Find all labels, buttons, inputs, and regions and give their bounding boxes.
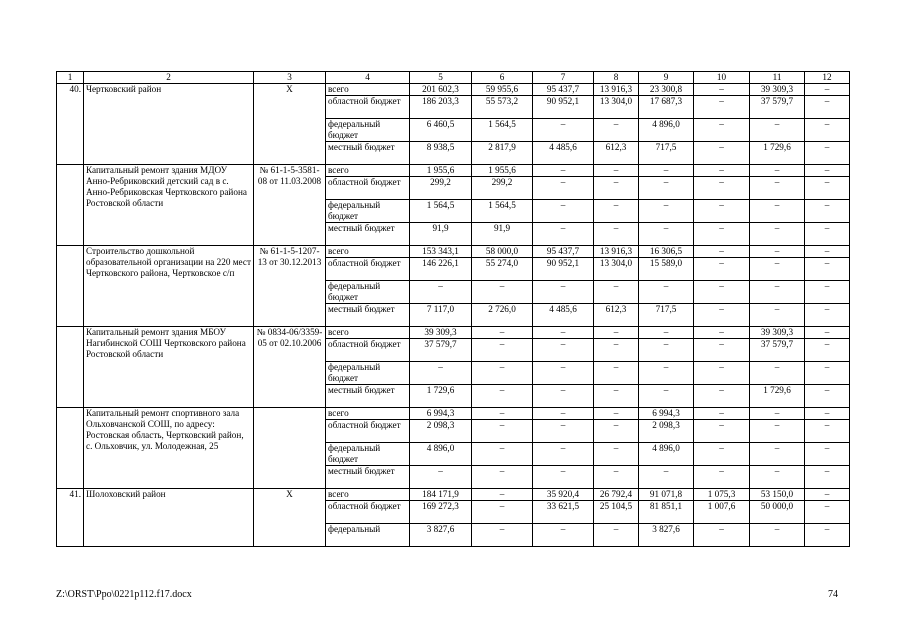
funding-source: областной бюджет [326, 177, 410, 200]
document-ref [254, 408, 326, 489]
value-cell: – [694, 281, 750, 304]
value-cell: – [805, 304, 850, 327]
value-cell: – [472, 501, 533, 524]
value-cell: – [639, 466, 694, 489]
value-cell: 37 579,7 [750, 339, 805, 362]
value-cell: – [472, 339, 533, 362]
document-ref: № 0834-06/3359-05 от 02.10.2006 [254, 327, 326, 408]
value-cell: – [805, 489, 850, 501]
value-cell: 95 437,7 [533, 246, 594, 258]
value-cell: – [805, 223, 850, 246]
table-row [57, 165, 850, 177]
value-cell: – [694, 420, 750, 443]
value-cell: – [694, 362, 750, 385]
value-cell: – [750, 119, 805, 142]
value-cell: – [639, 327, 694, 339]
funding-source: всего [326, 489, 410, 501]
header-cell: 7 [533, 72, 594, 84]
value-cell: 1 729,6 [750, 385, 805, 408]
value-cell: 90 952,1 [533, 96, 594, 119]
value-cell: 169 272,3 [410, 501, 472, 524]
funding-source: федеральный бюджет [326, 281, 410, 304]
value-cell: 1 564,5 [472, 200, 533, 223]
funding-source: местный бюджет [326, 466, 410, 489]
value-cell: – [639, 165, 694, 177]
value-cell: – [639, 385, 694, 408]
table-row [57, 489, 850, 501]
value-cell: – [533, 281, 594, 304]
value-cell: 1 075,3 [694, 489, 750, 501]
header-cell: 10 [694, 72, 750, 84]
value-cell: – [750, 466, 805, 489]
value-cell: – [805, 408, 850, 420]
value-cell: 39 309,3 [750, 327, 805, 339]
value-cell: 55 573,2 [472, 96, 533, 119]
value-cell: – [639, 362, 694, 385]
value-cell: – [694, 466, 750, 489]
funding-source: федеральный бюджет [326, 443, 410, 466]
value-cell: – [472, 327, 533, 339]
value-cell: – [750, 258, 805, 281]
value-cell: 1 729,6 [410, 385, 472, 408]
value-cell: – [750, 177, 805, 200]
value-cell: 7 117,0 [410, 304, 472, 327]
value-cell: – [805, 524, 850, 547]
value-cell: – [750, 420, 805, 443]
value-cell: – [594, 281, 639, 304]
document-ref: Х [254, 489, 326, 547]
value-cell: 95 437,7 [533, 84, 594, 96]
table-body [57, 72, 850, 547]
value-cell: – [639, 281, 694, 304]
document-ref: № 61-1-5-1207-13 от 30.12.2013 [254, 246, 326, 327]
budget-table [56, 71, 850, 547]
value-cell: – [594, 408, 639, 420]
value-cell: – [805, 339, 850, 362]
value-cell: 153 343,1 [410, 246, 472, 258]
value-cell: – [750, 246, 805, 258]
value-cell: 1 955,6 [472, 165, 533, 177]
value-cell: 16 306,5 [639, 246, 694, 258]
row-number [57, 408, 84, 489]
value-cell: 4 896,0 [639, 119, 694, 142]
funding-source: федеральный [326, 524, 410, 547]
value-cell: – [694, 408, 750, 420]
value-cell: – [694, 327, 750, 339]
value-cell: – [594, 223, 639, 246]
funding-source: местный бюджет [326, 223, 410, 246]
header-cell: 1 [57, 72, 84, 84]
value-cell: – [694, 223, 750, 246]
value-cell: – [750, 524, 805, 547]
header-cell: 12 [805, 72, 850, 84]
value-cell: 717,5 [639, 142, 694, 165]
value-cell: 50 000,0 [750, 501, 805, 524]
value-cell: 13 916,3 [594, 84, 639, 96]
value-cell: – [750, 408, 805, 420]
value-cell: – [750, 200, 805, 223]
value-cell: 58 000,0 [472, 246, 533, 258]
value-cell: – [805, 84, 850, 96]
value-cell: 8 938,5 [410, 142, 472, 165]
value-cell: – [533, 524, 594, 547]
value-cell: – [594, 339, 639, 362]
value-cell: – [694, 119, 750, 142]
value-cell: 2 098,3 [639, 420, 694, 443]
value-cell: 201 602,3 [410, 84, 472, 96]
value-cell: – [805, 177, 850, 200]
page-number: 74 [828, 589, 838, 600]
object-name: Капитальный ремонт здания МБОУ Нагибинской СОШ Чертковского района Ростовской области [84, 327, 254, 408]
value-cell: – [639, 177, 694, 200]
value-cell: – [694, 258, 750, 281]
value-cell: – [750, 165, 805, 177]
value-cell: – [805, 246, 850, 258]
value-cell: – [410, 466, 472, 489]
value-cell: 53 150,0 [750, 489, 805, 501]
value-cell: 2 817,9 [472, 142, 533, 165]
value-cell: 717,5 [639, 304, 694, 327]
value-cell: 4 485,6 [533, 142, 594, 165]
value-cell: – [533, 408, 594, 420]
value-cell: 13 916,3 [594, 246, 639, 258]
value-cell: 39 309,3 [750, 84, 805, 96]
funding-source: всего [326, 408, 410, 420]
value-cell: – [805, 443, 850, 466]
value-cell: 612,3 [594, 304, 639, 327]
header-cell: 5 [410, 72, 472, 84]
value-cell: – [594, 443, 639, 466]
value-cell: – [694, 246, 750, 258]
header-cell: 2 [84, 72, 254, 84]
funding-source: федеральный бюджет [326, 200, 410, 223]
value-cell: – [594, 327, 639, 339]
value-cell: – [410, 281, 472, 304]
value-cell: – [410, 362, 472, 385]
value-cell: 6 994,3 [410, 408, 472, 420]
funding-source: областной бюджет [326, 258, 410, 281]
document-ref: Х [254, 84, 326, 165]
value-cell: – [594, 177, 639, 200]
funding-source: областной бюджет [326, 420, 410, 443]
value-cell: – [694, 304, 750, 327]
value-cell: – [472, 362, 533, 385]
funding-source: всего [326, 165, 410, 177]
value-cell: – [639, 223, 694, 246]
value-cell: – [805, 501, 850, 524]
value-cell: 612,3 [594, 142, 639, 165]
header-cell: 4 [326, 72, 410, 84]
value-cell: – [533, 420, 594, 443]
funding-source: местный бюджет [326, 385, 410, 408]
funding-source: всего [326, 327, 410, 339]
value-cell: – [805, 420, 850, 443]
value-cell: – [594, 385, 639, 408]
table-row [57, 246, 850, 258]
value-cell: 1 955,6 [410, 165, 472, 177]
value-cell: 39 309,3 [410, 327, 472, 339]
value-cell: 6 460,5 [410, 119, 472, 142]
value-cell: – [472, 281, 533, 304]
header-cell: 8 [594, 72, 639, 84]
table-row [57, 327, 850, 339]
value-cell: – [694, 443, 750, 466]
row-number [57, 246, 84, 327]
value-cell: 2 726,0 [472, 304, 533, 327]
value-cell: 35 920,4 [533, 489, 594, 501]
value-cell: – [472, 420, 533, 443]
funding-source: местный бюджет [326, 142, 410, 165]
value-cell: – [594, 466, 639, 489]
value-cell: 17 687,3 [639, 96, 694, 119]
value-cell: – [533, 443, 594, 466]
value-cell: – [639, 339, 694, 362]
value-cell: – [750, 223, 805, 246]
value-cell: – [594, 200, 639, 223]
object-name: Капитальный ремонт здания МДОУ Анно-Ребриковский детский сад в с. Анно-Ребриковская Чертковского района Ростовской области [84, 165, 254, 246]
header-row [57, 72, 850, 84]
value-cell: – [472, 466, 533, 489]
value-cell: 33 621,5 [533, 501, 594, 524]
value-cell: 146 226,1 [410, 258, 472, 281]
value-cell: – [694, 142, 750, 165]
value-cell: – [694, 200, 750, 223]
value-cell: – [533, 327, 594, 339]
value-cell: – [805, 281, 850, 304]
value-cell: – [805, 200, 850, 223]
funding-source: местный бюджет [326, 304, 410, 327]
value-cell: – [533, 466, 594, 489]
value-cell: – [472, 408, 533, 420]
funding-source: федеральный бюджет [326, 362, 410, 385]
value-cell: – [472, 443, 533, 466]
value-cell: – [594, 165, 639, 177]
value-cell: – [750, 281, 805, 304]
row-number: 41. [57, 489, 84, 547]
value-cell: – [694, 339, 750, 362]
value-cell: – [533, 119, 594, 142]
value-cell: – [594, 420, 639, 443]
value-cell: – [472, 524, 533, 547]
value-cell: – [805, 142, 850, 165]
value-cell: 13 304,0 [594, 96, 639, 119]
value-cell: 91,9 [472, 223, 533, 246]
value-cell: – [594, 119, 639, 142]
value-cell: 3 827,6 [639, 524, 694, 547]
header-cell: 3 [254, 72, 326, 84]
value-cell: – [533, 339, 594, 362]
value-cell: 6 994,3 [639, 408, 694, 420]
value-cell: – [533, 362, 594, 385]
value-cell: – [805, 258, 850, 281]
value-cell: – [533, 223, 594, 246]
value-cell: – [805, 96, 850, 119]
value-cell: 26 792,4 [594, 489, 639, 501]
table-row [57, 408, 850, 420]
value-cell: 1 564,5 [410, 200, 472, 223]
value-cell: – [805, 165, 850, 177]
value-cell: – [694, 84, 750, 96]
row-number: 40. [57, 84, 84, 165]
object-name: Шолоховский район [84, 489, 254, 547]
value-cell: – [533, 200, 594, 223]
value-cell: 1 564,5 [472, 119, 533, 142]
value-cell: – [533, 177, 594, 200]
value-cell: – [805, 362, 850, 385]
object-name: Строительство дошкольной образовательной организации на 220 мест Чертковского района, Чертковское с/п [84, 246, 254, 327]
row-number [57, 327, 84, 408]
value-cell: – [805, 119, 850, 142]
value-cell: 37 579,7 [750, 96, 805, 119]
row-number [57, 165, 84, 246]
value-cell: 59 955,6 [472, 84, 533, 96]
header-cell: 9 [639, 72, 694, 84]
value-cell: – [639, 200, 694, 223]
value-cell: – [694, 96, 750, 119]
value-cell: 4 485,6 [533, 304, 594, 327]
value-cell: 37 579,7 [410, 339, 472, 362]
value-cell: 55 274,0 [472, 258, 533, 281]
value-cell: 15 589,0 [639, 258, 694, 281]
value-cell: 1 729,6 [750, 142, 805, 165]
value-cell: 4 896,0 [639, 443, 694, 466]
object-name: Чертковский район [84, 84, 254, 165]
object-name: Капитальный ремонт спортивного зала Ольховчанской СОШ, по адресу: Ростовская область, Чертковский район, с. Ольховчик, ул. Молодежная, 25 [84, 408, 254, 489]
value-cell: 23 300,8 [639, 84, 694, 96]
table-row [57, 84, 850, 96]
value-cell: – [805, 466, 850, 489]
header-cell: 11 [750, 72, 805, 84]
value-cell: 90 952,1 [533, 258, 594, 281]
header-cell: 6 [472, 72, 533, 84]
funding-source: областной бюджет [326, 96, 410, 119]
value-cell: 3 827,6 [410, 524, 472, 547]
value-cell: – [694, 177, 750, 200]
value-cell: – [805, 385, 850, 408]
value-cell: 13 304,0 [594, 258, 639, 281]
value-cell: 91,9 [410, 223, 472, 246]
value-cell: 299,2 [472, 177, 533, 200]
value-cell: – [694, 524, 750, 547]
value-cell: – [694, 165, 750, 177]
value-cell: 184 171,9 [410, 489, 472, 501]
value-cell: – [594, 362, 639, 385]
value-cell: 299,2 [410, 177, 472, 200]
footer-file-path: Z:\ORST\Ppo\0221p112.f17.docx [56, 589, 192, 600]
value-cell: – [533, 165, 594, 177]
value-cell: 91 071,8 [639, 489, 694, 501]
value-cell: – [694, 385, 750, 408]
value-cell: 81 851,1 [639, 501, 694, 524]
funding-source: всего [326, 84, 410, 96]
value-cell: – [472, 385, 533, 408]
value-cell: – [750, 304, 805, 327]
value-cell: – [533, 385, 594, 408]
value-cell: – [472, 489, 533, 501]
funding-source: всего [326, 246, 410, 258]
value-cell: 25 104,5 [594, 501, 639, 524]
value-cell: 1 007,6 [694, 501, 750, 524]
funding-source: областной бюджет [326, 339, 410, 362]
value-cell: – [594, 524, 639, 547]
funding-source: федеральный бюджет [326, 119, 410, 142]
value-cell: – [805, 327, 850, 339]
value-cell: 186 203,3 [410, 96, 472, 119]
funding-source: областной бюджет [326, 501, 410, 524]
document-ref: № 61-1-5-3581-08 от 11.03.2008 [254, 165, 326, 246]
value-cell: 2 098,3 [410, 420, 472, 443]
value-cell: – [750, 443, 805, 466]
value-cell: 4 896,0 [410, 443, 472, 466]
value-cell: – [750, 362, 805, 385]
